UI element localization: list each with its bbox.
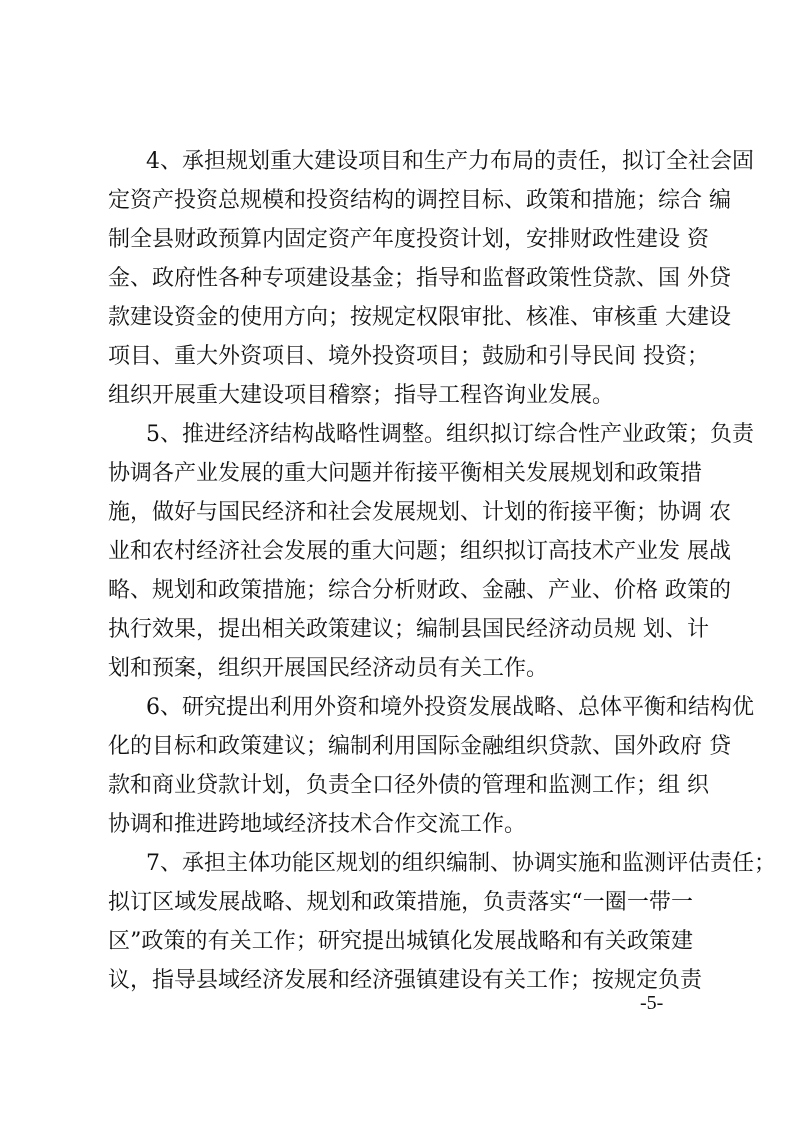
paragraph-6-line: 化的目标和政策建议；编制利用国际金融组织贷款、国外政府 贷 [108,734,731,759]
paragraph-5-line: 5、推进经济结构战略性调整。组织拟订综合性产业政策；负责 [146,422,754,447]
paragraph-4-line: 定资产投资总规模和投资结构的调控目标、政策和措施；综合 编 [108,188,731,213]
paragraph-7-line: 7、承担主体功能区规划的组织编制、协调实施和监测评估责任； [146,851,776,876]
paragraph-6-line: 协调和推进跨地域经济技术合作交流工作。 [108,812,527,837]
paragraph-5-line: 执行效果，提出相关政策建议；编制县国民经济动员规 划、计 [108,617,709,642]
paragraph-5-line: 略、规划和政策措施；综合分析财政、金融、产业、价格 政策的 [108,578,731,603]
paragraph-7-line: 区”政策的有关工作；研究提出城镇化发展战略和有关政策建 [108,929,693,954]
paragraph-4-line: 4、承担规划重大建设项目和生产力布局的责任，拟订全社会固 [146,149,754,174]
paragraph-7-line: 拟订区域发展战略、规划和政策措施，负责落实“一圈一带一 [108,890,693,915]
paragraph-5-line: 协调各产业发展的重大问题并衔接平衡相关发展规划和政策措 [108,461,703,486]
page-number: -5- [640,992,664,1014]
paragraph-6-line: 6、研究提出利用外资和境外投资发展战略、总体平衡和结构优 [146,695,754,720]
paragraph-4-line: 项目、重大外资项目、境外投资项目；鼓励和引导民间 投资； [108,344,709,369]
paragraph-5-line: 划和预案，组织开展国民经济动员有关工作。 [108,656,549,681]
paragraph-4-line: 制全县财政预算内固定资产年度投资计划，安排财政性建设 资 [108,227,709,252]
paragraph-4-line: 款建设资金的使用方向；按规定权限审批、核准、审核重 大建设 [108,305,731,330]
paragraph-5-line: 业和农村经济社会发展的重大问题；组织拟订高技术产业发 展战 [108,539,731,564]
paragraph-6-line: 款和商业贷款计划，负责全口径外债的管理和监测工作；组 织 [108,773,709,798]
paragraph-7-line: 议，指导县域经济发展和经济强镇建设有关工作；按规定负责 [108,968,703,993]
paragraph-4-line: 金、政府性各种专项建设基金；指导和监督政策性贷款、国 外贷 [108,266,731,291]
paragraph-4-line: 组织开展重大建设项目稽察；指导工程咨询业发展。 [108,383,615,408]
paragraph-5-line: 施，做好与国民经济和社会发展规划、计划的衔接平衡；协调 农 [108,500,731,525]
